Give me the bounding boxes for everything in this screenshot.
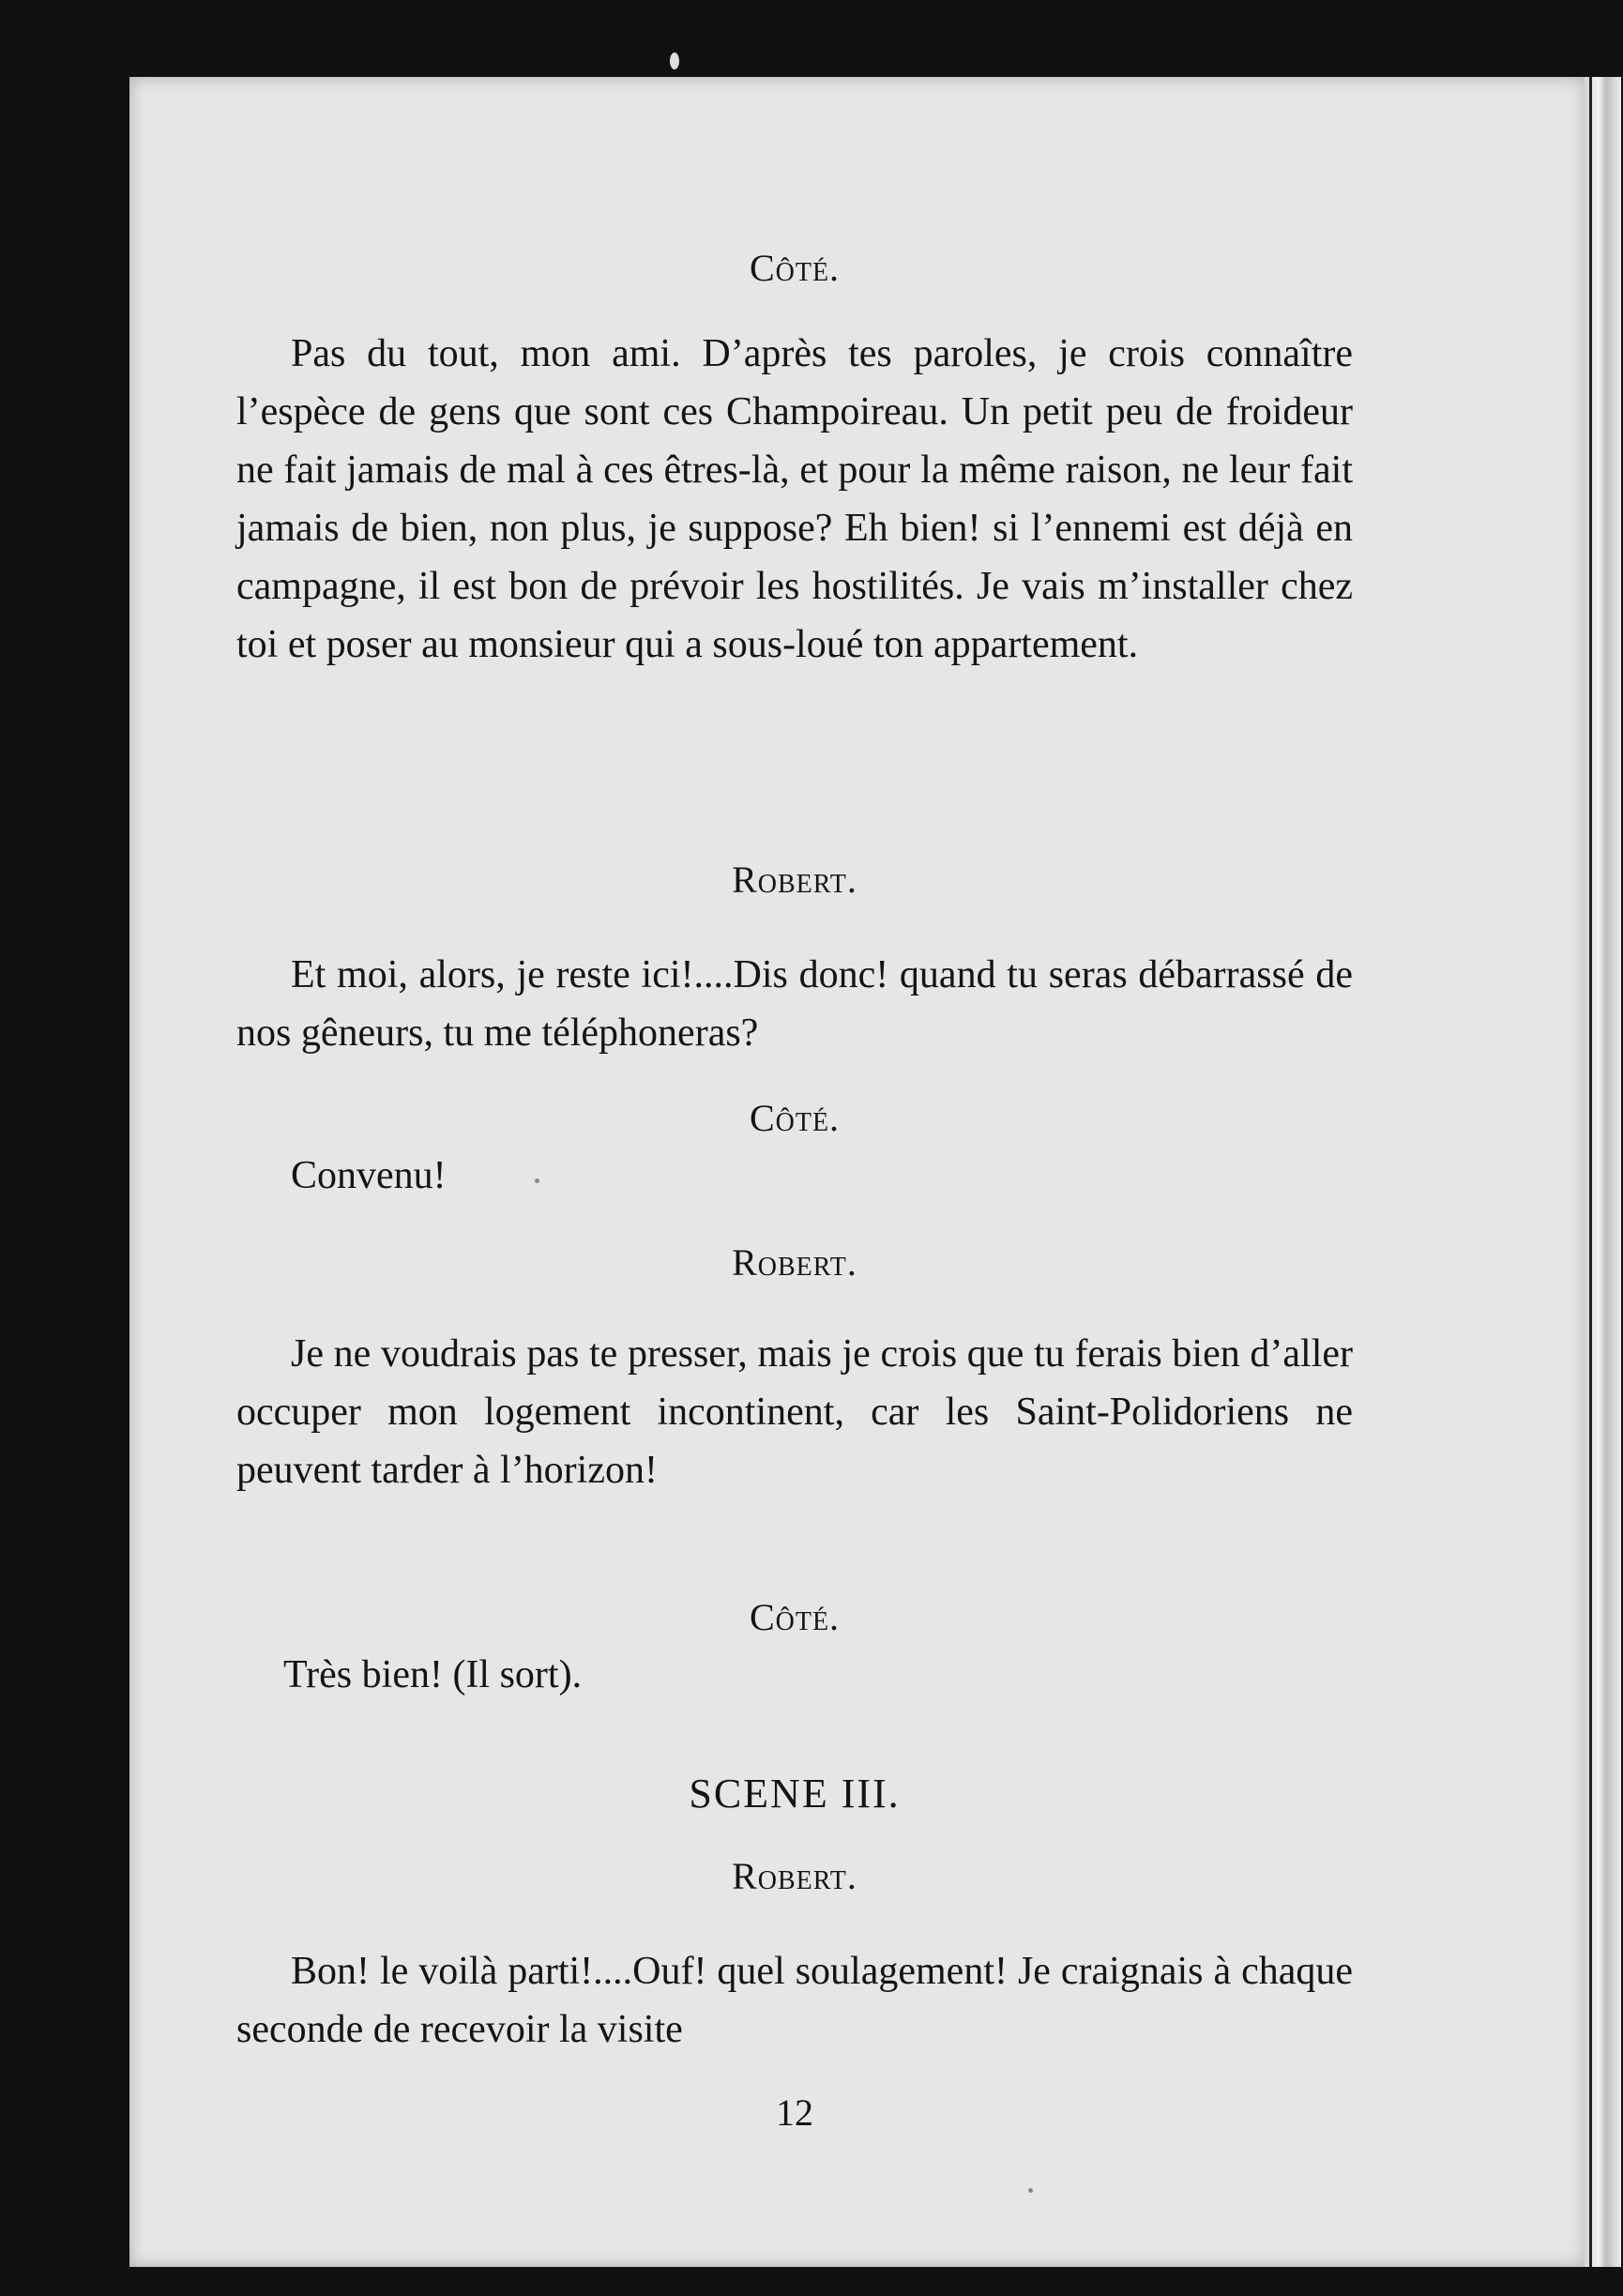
dialogue-paragraph: Pas du tout, mon ami. D’après tes paroles, je crois connaître l’espèce de gens que sont ces Champoireau. Un petit peu de froideur ne fait jamais de mal à ces êtres-là, et pour la même raison, ne leur fait jamais de bien, non plus, je suppose? Eh bien! si l’ennemi est déjà en campagne, il est bon de prévoir les hostilités. Je vais m’installer chez toi et poser au monsieur qui a sous-loué ton appartement. — [236, 332, 1353, 666]
scene-heading: SCENE III. — [689, 1771, 901, 1817]
speaker-label: Robert. — [732, 1855, 857, 1897]
scan-mark — [670, 53, 679, 69]
speaker-label: Robert. — [732, 859, 857, 901]
speck — [1028, 2188, 1033, 2193]
speaker-label: Côté. — [749, 1596, 841, 1638]
dialogue-paragraph: Très bien! (Il sort). — [283, 1653, 583, 1696]
dialogue-paragraph: Bon! le voilà parti!....Ouf! quel soulagement! Je craignais à chaque seconde de recevoir la visite — [236, 1950, 1353, 2051]
dialogue-paragraph: Et moi, alors, je reste ici!....Dis donc! quand tu seras débarrassé de nos gêneurs, tu me téléphoneras? — [236, 953, 1353, 1055]
speaker-label: Côté. — [749, 1097, 841, 1139]
page-number: 12 — [776, 2091, 813, 2134]
dialogue-paragraph: Je ne voudrais pas te presser, mais je crois que tu ferais bien d’aller occuper mon logement incontinent, car les Saint-Polidoriens ne peuvent tarder à l’horizon! — [236, 1332, 1353, 1492]
speaker-label: Côté. — [749, 247, 841, 289]
speaker-label: Robert. — [732, 1241, 857, 1284]
page-edge — [1584, 77, 1621, 2267]
speck — [535, 1178, 539, 1183]
dialogue-paragraph: Convenu! — [291, 1154, 447, 1197]
